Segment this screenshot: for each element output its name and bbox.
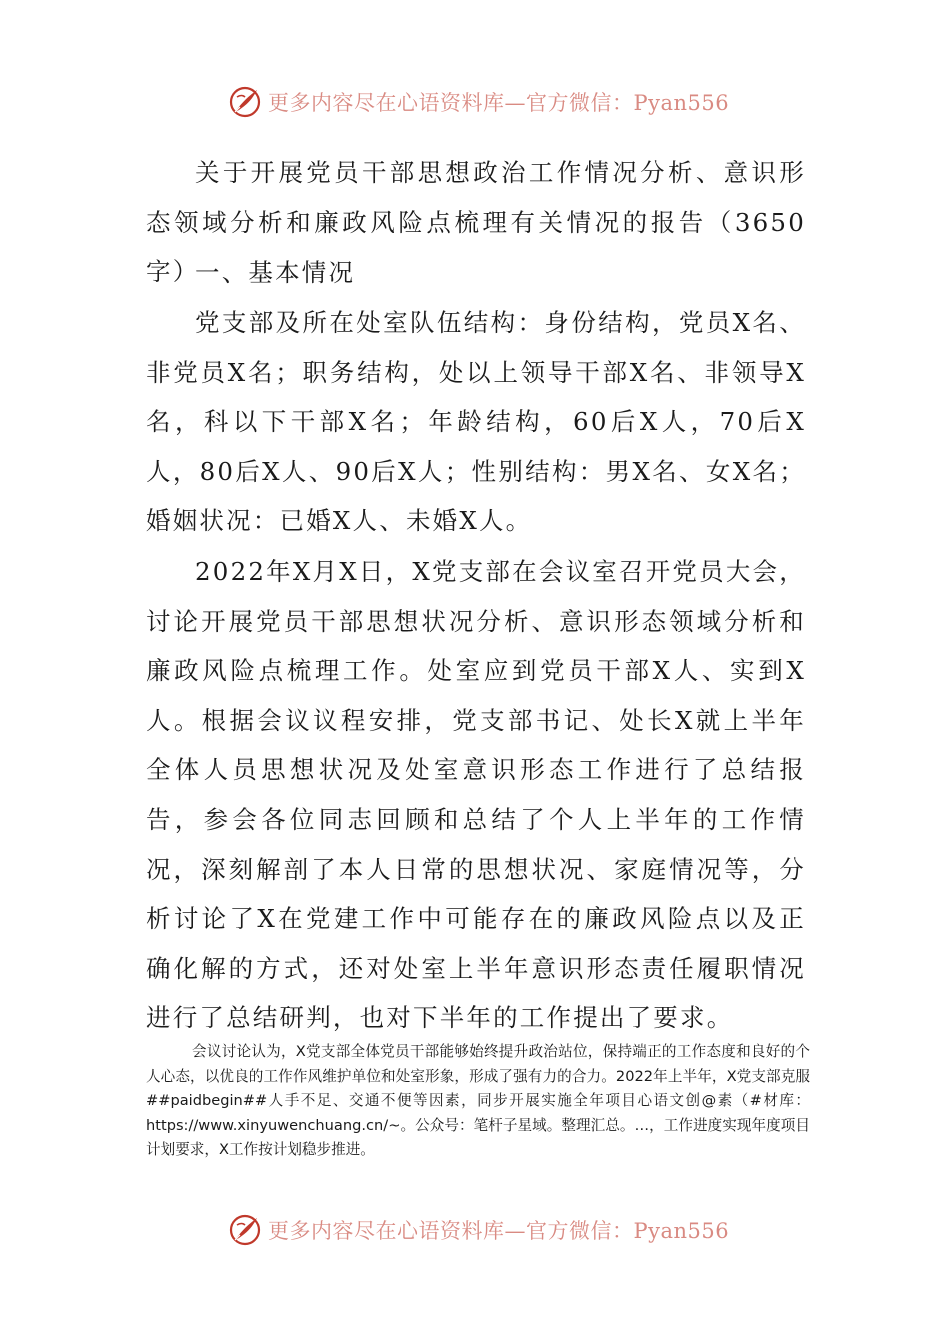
quill-pen-logo-icon [228,85,262,119]
paragraph-meeting: 2022年X月X日，X党支部在会议室召开党员大会，讨论开展党员干部思想状况分析、意识形态领域分析和廉政风险点梳理工作。处室应到党员干部X人、实到X人。根据会议议程安排，党支部书记、处长X就上半年全体人员思想状况及处室意识形态工作进行了总结报告，参会各位同志回顾和总结了个人上半年的工作情况，深刻解剖了本人日常的思想状况、家庭情况等，分析讨论了X在党建工作中可能存在的廉政风险点以及正确化解的方式，还对处室上半年意识形态责任履职情况进行了总结研判，也对下半年的工作提出了要求。 [146,557,806,1033]
banner-text: 更多内容尽在心语资料库—官方微信：Pyan556 [268,1219,730,1243]
banner-text: 更多内容尽在心语资料库—官方微信：Pyan556 [268,91,730,115]
document-title: 关于开展党员干部思想政治工作情况分析、意识形态领域分析和廉政风险点梳理有关情况的报告（3650字） [146,158,806,287]
footer-banner[interactable] [228,1212,729,1248]
section-heading: 一、基本情况 [195,258,356,287]
paragraph-team-structure: 党支部及所在处室队伍结构：身份结构，党员X名、非党员X名；职务结构，处以上领导干部X名、非领导X名，科以下干部X名；年龄结构，60后X人，70后X人，80后X人、90后X人；性别结构：男X名、女X名；婚姻状况：已婚X人、未婚X人。 [146,308,806,536]
header-banner[interactable] [228,84,729,120]
paragraph-conclusion: 会议讨论认为，X党支部全体党员干部能够始终提升政治站位，保持端正的工作态度和良好的个人心态，以优良的工作作风维护单位和处室形象，形成了强有力的合力。2022年上半年，X党支部克服##paidbegin##人手不足、交通不便等因素，同步开展实施全年项目心语文创@素（#材库：https://www.xinyuwenchuang.cn/~。公众号：笔杆子星域。整理汇总。…，工作进度实现年度项目计划要求，X工作按计划稳步推进。 [146,1043,810,1159]
quill-pen-logo-icon [228,1213,262,1247]
